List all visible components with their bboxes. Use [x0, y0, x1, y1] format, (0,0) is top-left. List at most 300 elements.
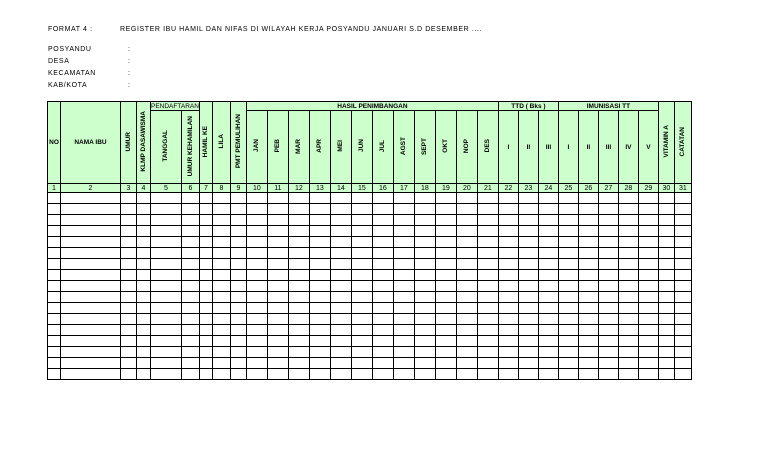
table-cell[interactable] [477, 303, 498, 314]
table-cell[interactable] [212, 314, 230, 325]
table-cell[interactable] [151, 369, 182, 380]
table-cell[interactable] [518, 347, 538, 358]
table-cell[interactable] [674, 325, 691, 336]
table-cell[interactable] [288, 292, 309, 303]
table-cell[interactable] [435, 369, 456, 380]
table-cell[interactable] [351, 270, 372, 281]
table-cell[interactable] [351, 325, 372, 336]
table-cell[interactable] [578, 270, 598, 281]
table-cell[interactable] [372, 358, 393, 369]
table-cell[interactable] [435, 237, 456, 248]
table-cell[interactable] [246, 204, 267, 215]
table-cell[interactable] [230, 226, 246, 237]
table-cell[interactable] [638, 248, 658, 259]
table-cell[interactable] [330, 248, 351, 259]
table-cell[interactable] [151, 204, 182, 215]
table-cell[interactable] [230, 325, 246, 336]
table-cell[interactable] [638, 281, 658, 292]
table-cell[interactable] [151, 292, 182, 303]
table-cell[interactable] [498, 347, 518, 358]
table-cell[interactable] [414, 204, 435, 215]
table-cell[interactable] [372, 347, 393, 358]
table-cell[interactable] [330, 270, 351, 281]
table-cell[interactable] [267, 215, 288, 226]
table-cell[interactable] [414, 358, 435, 369]
table-cell[interactable] [598, 270, 618, 281]
table-cell[interactable] [288, 314, 309, 325]
table-cell[interactable] [121, 369, 137, 380]
table-cell[interactable] [498, 369, 518, 380]
table-cell[interactable] [456, 259, 477, 270]
table-cell[interactable] [477, 281, 498, 292]
table-cell[interactable] [48, 226, 61, 237]
table-cell[interactable] [456, 303, 477, 314]
table-cell[interactable] [230, 248, 246, 259]
table-cell[interactable] [330, 215, 351, 226]
table-cell[interactable] [393, 226, 414, 237]
table-cell[interactable] [212, 281, 230, 292]
table-cell[interactable] [121, 248, 137, 259]
table-cell[interactable] [230, 204, 246, 215]
table-cell[interactable] [558, 281, 578, 292]
table-cell[interactable] [121, 358, 137, 369]
table-cell[interactable] [330, 314, 351, 325]
table-cell[interactable] [181, 259, 199, 270]
table-cell[interactable] [477, 325, 498, 336]
table-cell[interactable] [151, 281, 182, 292]
table-cell[interactable] [288, 226, 309, 237]
table-cell[interactable] [435, 226, 456, 237]
table-cell[interactable] [137, 281, 151, 292]
table-cell[interactable] [246, 325, 267, 336]
table-cell[interactable] [618, 248, 638, 259]
table-cell[interactable] [618, 226, 638, 237]
table-cell[interactable] [61, 259, 121, 270]
table-cell[interactable] [477, 248, 498, 259]
table-cell[interactable] [199, 292, 212, 303]
table-cell[interactable] [48, 325, 61, 336]
table-cell[interactable] [618, 270, 638, 281]
table-cell[interactable] [538, 248, 558, 259]
table-cell[interactable] [674, 248, 691, 259]
table-cell[interactable] [498, 336, 518, 347]
table-cell[interactable] [578, 215, 598, 226]
table-cell[interactable] [618, 281, 638, 292]
table-cell[interactable] [181, 347, 199, 358]
table-cell[interactable] [137, 325, 151, 336]
table-cell[interactable] [558, 215, 578, 226]
table-cell[interactable] [246, 336, 267, 347]
table-cell[interactable] [558, 204, 578, 215]
table-cell[interactable] [618, 314, 638, 325]
table-cell[interactable] [212, 358, 230, 369]
table-cell[interactable] [638, 325, 658, 336]
table-cell[interactable] [393, 314, 414, 325]
table-cell[interactable] [351, 281, 372, 292]
table-cell[interactable] [267, 292, 288, 303]
table-cell[interactable] [498, 303, 518, 314]
table-cell[interactable] [393, 248, 414, 259]
table-cell[interactable] [309, 281, 330, 292]
table-cell[interactable] [267, 358, 288, 369]
table-cell[interactable] [558, 237, 578, 248]
table-cell[interactable] [674, 281, 691, 292]
table-cell[interactable] [199, 259, 212, 270]
table-cell[interactable] [538, 193, 558, 204]
table-cell[interactable] [456, 325, 477, 336]
table-cell[interactable] [372, 281, 393, 292]
table-cell[interactable] [498, 259, 518, 270]
table-cell[interactable] [674, 292, 691, 303]
table-cell[interactable] [456, 292, 477, 303]
table-cell[interactable] [48, 369, 61, 380]
table-cell[interactable] [330, 226, 351, 237]
table-cell[interactable] [498, 292, 518, 303]
table-cell[interactable] [309, 204, 330, 215]
table-cell[interactable] [288, 281, 309, 292]
table-cell[interactable] [658, 281, 674, 292]
table-cell[interactable] [538, 336, 558, 347]
table-cell[interactable] [435, 292, 456, 303]
table-cell[interactable] [638, 215, 658, 226]
table-cell[interactable] [181, 369, 199, 380]
table-cell[interactable] [393, 204, 414, 215]
table-cell[interactable] [48, 292, 61, 303]
table-cell[interactable] [230, 270, 246, 281]
table-cell[interactable] [351, 259, 372, 270]
table-cell[interactable] [199, 270, 212, 281]
table-cell[interactable] [199, 314, 212, 325]
table-cell[interactable] [61, 215, 121, 226]
table-cell[interactable] [151, 248, 182, 259]
table-cell[interactable] [618, 325, 638, 336]
table-cell[interactable] [638, 314, 658, 325]
table-cell[interactable] [137, 226, 151, 237]
table-cell[interactable] [598, 215, 618, 226]
table-cell[interactable] [477, 204, 498, 215]
table-cell[interactable] [414, 347, 435, 358]
table-cell[interactable] [456, 281, 477, 292]
table-cell[interactable] [498, 248, 518, 259]
table-cell[interactable] [498, 325, 518, 336]
table-cell[interactable] [578, 347, 598, 358]
table-cell[interactable] [61, 248, 121, 259]
table-cell[interactable] [456, 369, 477, 380]
table-cell[interactable] [137, 369, 151, 380]
table-cell[interactable] [498, 226, 518, 237]
table-cell[interactable] [267, 369, 288, 380]
table-cell[interactable] [48, 215, 61, 226]
table-cell[interactable] [393, 259, 414, 270]
table-cell[interactable] [267, 204, 288, 215]
table-cell[interactable] [578, 325, 598, 336]
table-cell[interactable] [558, 369, 578, 380]
table-cell[interactable] [181, 314, 199, 325]
table-cell[interactable] [658, 237, 674, 248]
table-cell[interactable] [61, 193, 121, 204]
table-cell[interactable] [393, 325, 414, 336]
table-cell[interactable] [230, 281, 246, 292]
table-cell[interactable] [658, 248, 674, 259]
table-cell[interactable] [61, 270, 121, 281]
table-cell[interactable] [393, 358, 414, 369]
table-cell[interactable] [372, 325, 393, 336]
table-cell[interactable] [518, 270, 538, 281]
table-cell[interactable] [212, 226, 230, 237]
table-cell[interactable] [598, 259, 618, 270]
table-cell[interactable] [48, 281, 61, 292]
table-cell[interactable] [372, 248, 393, 259]
table-cell[interactable] [414, 259, 435, 270]
table-cell[interactable] [309, 248, 330, 259]
table-cell[interactable] [61, 369, 121, 380]
table-cell[interactable] [121, 237, 137, 248]
table-cell[interactable] [351, 358, 372, 369]
table-cell[interactable] [558, 259, 578, 270]
table-cell[interactable] [309, 270, 330, 281]
table-cell[interactable] [199, 237, 212, 248]
table-cell[interactable] [137, 248, 151, 259]
table-cell[interactable] [330, 292, 351, 303]
table-cell[interactable] [578, 193, 598, 204]
table-cell[interactable] [351, 204, 372, 215]
table-cell[interactable] [351, 303, 372, 314]
table-cell[interactable] [151, 347, 182, 358]
table-cell[interactable] [151, 336, 182, 347]
table-cell[interactable] [61, 358, 121, 369]
table-cell[interactable] [578, 237, 598, 248]
table-cell[interactable] [267, 226, 288, 237]
table-cell[interactable] [121, 270, 137, 281]
table-cell[interactable] [330, 193, 351, 204]
table-cell[interactable] [199, 325, 212, 336]
table-cell[interactable] [212, 237, 230, 248]
table-cell[interactable] [309, 193, 330, 204]
table-cell[interactable] [456, 204, 477, 215]
table-cell[interactable] [181, 226, 199, 237]
table-cell[interactable] [372, 193, 393, 204]
table-cell[interactable] [309, 226, 330, 237]
table-cell[interactable] [61, 237, 121, 248]
table-cell[interactable] [288, 259, 309, 270]
table-cell[interactable] [372, 226, 393, 237]
table-cell[interactable] [558, 347, 578, 358]
table-cell[interactable] [330, 204, 351, 215]
table-cell[interactable] [393, 292, 414, 303]
table-cell[interactable] [288, 237, 309, 248]
table-cell[interactable] [558, 314, 578, 325]
table-cell[interactable] [230, 292, 246, 303]
table-cell[interactable] [137, 347, 151, 358]
table-cell[interactable] [267, 336, 288, 347]
table-cell[interactable] [372, 215, 393, 226]
table-cell[interactable] [330, 281, 351, 292]
table-cell[interactable] [518, 358, 538, 369]
table-cell[interactable] [498, 237, 518, 248]
table-cell[interactable] [598, 237, 618, 248]
table-cell[interactable] [477, 226, 498, 237]
table-cell[interactable] [674, 303, 691, 314]
table-cell[interactable] [578, 292, 598, 303]
table-cell[interactable] [372, 314, 393, 325]
table-cell[interactable] [230, 314, 246, 325]
table-cell[interactable] [181, 303, 199, 314]
table-cell[interactable] [267, 259, 288, 270]
table-cell[interactable] [121, 281, 137, 292]
table-cell[interactable] [288, 303, 309, 314]
table-cell[interactable] [393, 193, 414, 204]
table-cell[interactable] [151, 303, 182, 314]
table-cell[interactable] [674, 226, 691, 237]
table-cell[interactable] [137, 204, 151, 215]
table-cell[interactable] [674, 204, 691, 215]
table-cell[interactable] [330, 336, 351, 347]
table-cell[interactable] [267, 347, 288, 358]
table-cell[interactable] [151, 259, 182, 270]
table-cell[interactable] [658, 347, 674, 358]
table-cell[interactable] [435, 336, 456, 347]
table-cell[interactable] [477, 237, 498, 248]
table-cell[interactable] [351, 215, 372, 226]
table-cell[interactable] [351, 193, 372, 204]
table-cell[interactable] [638, 270, 658, 281]
table-cell[interactable] [61, 292, 121, 303]
table-cell[interactable] [558, 193, 578, 204]
table-cell[interactable] [212, 336, 230, 347]
table-cell[interactable] [137, 314, 151, 325]
table-cell[interactable] [199, 248, 212, 259]
table-cell[interactable] [199, 336, 212, 347]
table-cell[interactable] [674, 347, 691, 358]
table-cell[interactable] [518, 314, 538, 325]
table-cell[interactable] [309, 314, 330, 325]
table-cell[interactable] [372, 270, 393, 281]
table-cell[interactable] [658, 292, 674, 303]
table-cell[interactable] [538, 204, 558, 215]
table-cell[interactable] [538, 226, 558, 237]
table-cell[interactable] [456, 226, 477, 237]
table-cell[interactable] [393, 281, 414, 292]
table-cell[interactable] [498, 358, 518, 369]
table-cell[interactable] [674, 193, 691, 204]
table-cell[interactable] [288, 369, 309, 380]
table-cell[interactable] [618, 347, 638, 358]
table-cell[interactable] [246, 259, 267, 270]
table-cell[interactable] [618, 259, 638, 270]
table-cell[interactable] [618, 193, 638, 204]
table-cell[interactable] [477, 193, 498, 204]
table-cell[interactable] [393, 303, 414, 314]
table-cell[interactable] [212, 270, 230, 281]
table-cell[interactable] [246, 270, 267, 281]
table-cell[interactable] [638, 336, 658, 347]
table-cell[interactable] [674, 369, 691, 380]
table-cell[interactable] [309, 237, 330, 248]
table-cell[interactable] [538, 237, 558, 248]
table-cell[interactable] [477, 292, 498, 303]
table-cell[interactable] [518, 303, 538, 314]
table-cell[interactable] [598, 292, 618, 303]
table-cell[interactable] [518, 259, 538, 270]
table-cell[interactable] [414, 226, 435, 237]
table-cell[interactable] [288, 347, 309, 358]
table-cell[interactable] [246, 193, 267, 204]
table-cell[interactable] [674, 259, 691, 270]
table-cell[interactable] [137, 336, 151, 347]
table-cell[interactable] [558, 358, 578, 369]
table-cell[interactable] [121, 193, 137, 204]
table-cell[interactable] [267, 325, 288, 336]
table-cell[interactable] [578, 358, 598, 369]
table-cell[interactable] [435, 270, 456, 281]
table-cell[interactable] [372, 259, 393, 270]
table-cell[interactable] [558, 248, 578, 259]
table-cell[interactable] [230, 369, 246, 380]
table-cell[interactable] [48, 347, 61, 358]
table-cell[interactable] [212, 193, 230, 204]
table-cell[interactable] [181, 270, 199, 281]
table-cell[interactable] [414, 248, 435, 259]
table-cell[interactable] [246, 248, 267, 259]
table-cell[interactable] [372, 237, 393, 248]
table-cell[interactable] [578, 281, 598, 292]
table-cell[interactable] [351, 336, 372, 347]
table-cell[interactable] [267, 237, 288, 248]
table-cell[interactable] [351, 347, 372, 358]
table-cell[interactable] [414, 281, 435, 292]
table-cell[interactable] [246, 369, 267, 380]
table-cell[interactable] [48, 237, 61, 248]
table-cell[interactable] [199, 215, 212, 226]
table-cell[interactable] [558, 336, 578, 347]
table-cell[interactable] [456, 358, 477, 369]
table-cell[interactable] [456, 336, 477, 347]
table-cell[interactable] [558, 325, 578, 336]
table-cell[interactable] [498, 270, 518, 281]
table-cell[interactable] [578, 303, 598, 314]
table-cell[interactable] [598, 204, 618, 215]
table-cell[interactable] [658, 369, 674, 380]
table-cell[interactable] [578, 369, 598, 380]
table-cell[interactable] [137, 193, 151, 204]
table-cell[interactable] [393, 347, 414, 358]
table-cell[interactable] [48, 358, 61, 369]
table-cell[interactable] [477, 369, 498, 380]
table-cell[interactable] [658, 215, 674, 226]
table-cell[interactable] [518, 215, 538, 226]
table-cell[interactable] [309, 215, 330, 226]
table-cell[interactable] [330, 325, 351, 336]
table-cell[interactable] [456, 215, 477, 226]
table-cell[interactable] [518, 336, 538, 347]
table-cell[interactable] [330, 347, 351, 358]
table-cell[interactable] [246, 215, 267, 226]
table-cell[interactable] [351, 237, 372, 248]
table-cell[interactable] [309, 358, 330, 369]
table-cell[interactable] [674, 270, 691, 281]
table-cell[interactable] [372, 303, 393, 314]
table-cell[interactable] [212, 248, 230, 259]
table-cell[interactable] [372, 292, 393, 303]
table-cell[interactable] [48, 204, 61, 215]
table-cell[interactable] [558, 226, 578, 237]
table-cell[interactable] [181, 358, 199, 369]
table-cell[interactable] [658, 358, 674, 369]
table-cell[interactable] [199, 204, 212, 215]
table-cell[interactable] [288, 336, 309, 347]
table-cell[interactable] [199, 347, 212, 358]
table-cell[interactable] [538, 259, 558, 270]
